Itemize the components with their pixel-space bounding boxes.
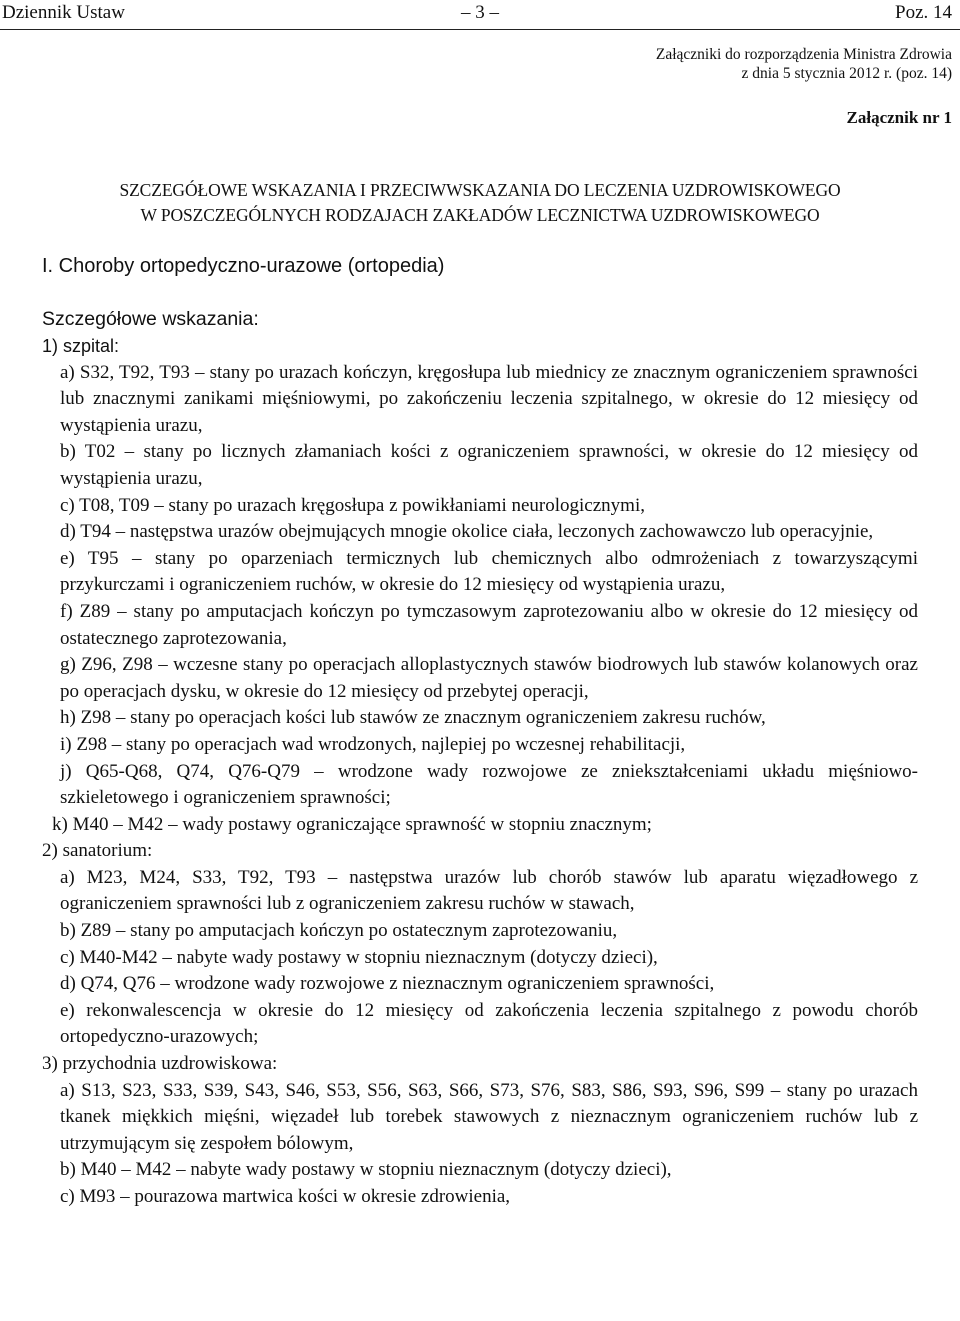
group-label: 2) sanatorium: xyxy=(42,840,153,862)
list-item: b) M40 – M42 – nabyte wady postawy w stopniu nieznacznym (dotyczy dzieci), xyxy=(60,1159,672,1181)
list-item: e) rekonwalescencja w okresie do 12 miesięcy od zakończenia leczenia szpitalnego z powodu chorób ortopedyczno-urazowych; xyxy=(60,999,918,1048)
list-item: j) Q65-Q68, Q74, Q76-Q79 – wrodzone wady rozwojowe ze zniekształceniami układu mięśniowo-szkieletowego i ograniczeniem sprawności; xyxy=(60,760,918,809)
list-item: e) T95 – stany po oparzeniach termicznych lub chemicznych albo odmrożeniach z towarzyszącymi przykurczami i ograniczeniem ruchów, w okresie do 12 miesięcy od wystąpienia urazu, xyxy=(60,547,918,596)
title-line: SZCZEGÓŁOWE WSKAZANIA I PRZECIWWSKAZANIA DO LECZENIA UZDROWISKOWEGO xyxy=(119,180,841,200)
group-label: 1) szpital: xyxy=(42,336,120,356)
list-item: f) Z89 – stany po amputacjach kończyn po tymczasowym zaprotezowaniu albo w okresie do 12 miesięcy od ostatecznego zaprotezowania, xyxy=(60,600,918,649)
list-item: d) Q74, Q76 – wrodzone wady rozwojowe z nieznacznym ograniczeniem sprawności, xyxy=(60,973,715,995)
position-number: Poz. 14 xyxy=(895,2,952,23)
attachment-note-line: Załączniki do rozporządzenia Ministra Zdrowia xyxy=(655,46,952,63)
title-line: W POSZCZEGÓLNYCH RODZAJACH ZAKŁADÓW LECZNICTWA UZDROWISKOWEGO xyxy=(140,205,820,225)
running-header xyxy=(0,0,960,28)
list-item: h) Z98 – stany po operacjach kości lub stawów ze znacznym ograniczeniem zakresu ruchów, xyxy=(60,707,766,729)
subheading: Szczegółowe wskazania: xyxy=(42,308,259,330)
list-item: c) M93 – pourazowa martwica kości w okresie zdrowienia, xyxy=(60,1186,511,1207)
list-item: a) S13, S23, S33, S39, S43, S46, S53, S56, S63, S66, S73, S76, S83, S86, S93, S96, S99 – stany po urazach tkanek miękkich mięśni, więzadeł lub torebek stawowych z nieznacznym ograniczeniem ruchów lub z utrzymującym się zespołem bólowym, xyxy=(60,1079,918,1154)
list-item: d) T94 – następstwa urazów obejmujących mnogie okolice ciała, leczonych zachowawczo lub operacyjnie, xyxy=(60,521,874,543)
list-item: c) T08, T09 – stany po urazach kręgosłupa z powikłaniami neurologicznymi, xyxy=(60,494,645,516)
attachment-note xyxy=(656,45,952,83)
header-rule xyxy=(0,29,960,30)
list-item: k) M40 – M42 – wady postawy ograniczające sprawność w stopniu znacznym; xyxy=(52,813,652,835)
group-label: 3) przychodnia uzdrowiskowa: xyxy=(42,1053,278,1075)
page-number: – 3 – xyxy=(461,2,499,23)
section-heading: I. Choroby ortopedyczno-urazowe (ortopedia) xyxy=(42,255,445,277)
list-item: a) M23, M24, S33, T92, T93 – następstwa urazów lub chorób stawów lub aparatu więzadłowego z ograniczeniem sprawności lub z ograniczeniem zakresu ruchów w stawach, xyxy=(60,866,918,915)
journal-name: Dziennik Ustaw xyxy=(2,2,125,23)
list-item: g) Z96, Z98 – wczesne stany po operacjach alloplastycznych stawów biodrowych lub stawów kolanowych oraz po operacjach dysku, w okresie do 12 miesięcy od przebytej operacji, xyxy=(60,654,918,702)
attachment-note-line: z dnia 5 stycznia 2012 r. (poz. 14) xyxy=(741,65,952,82)
list-item: i) Z98 – stany po operacjach wad wrodzonych, najlepiej po wczesnej rehabilitacji, xyxy=(60,733,686,755)
list-item: c) M40-M42 – nabyte wady postawy w stopniu nieznacznym (dotyczy dzieci), xyxy=(60,946,658,968)
list-item: b) Z89 – stany po amputacjach kończyn po ostatecznym zaprotezowaniu, xyxy=(60,920,618,942)
attachment-number: Załącznik nr 1 xyxy=(846,108,952,127)
list-item: a) S32, T92, T93 – stany po urazach kończyn, kręgosłupa lub miednicy ze znacznym ograniczeniem sprawności lub znacznymi zanikami mięśniowymi, po zakończeniu leczenia szpitalnego, w okresie do 12 miesięcy od wystąpienia urazu, xyxy=(60,361,918,436)
indications-list xyxy=(42,333,918,1211)
list-item: b) T02 – stany po licznych złamaniach kości z ograniczeniem sprawności, w okresie do 12 miesięcy od wystąpienia urazu, xyxy=(60,441,918,489)
document-title xyxy=(0,178,960,228)
